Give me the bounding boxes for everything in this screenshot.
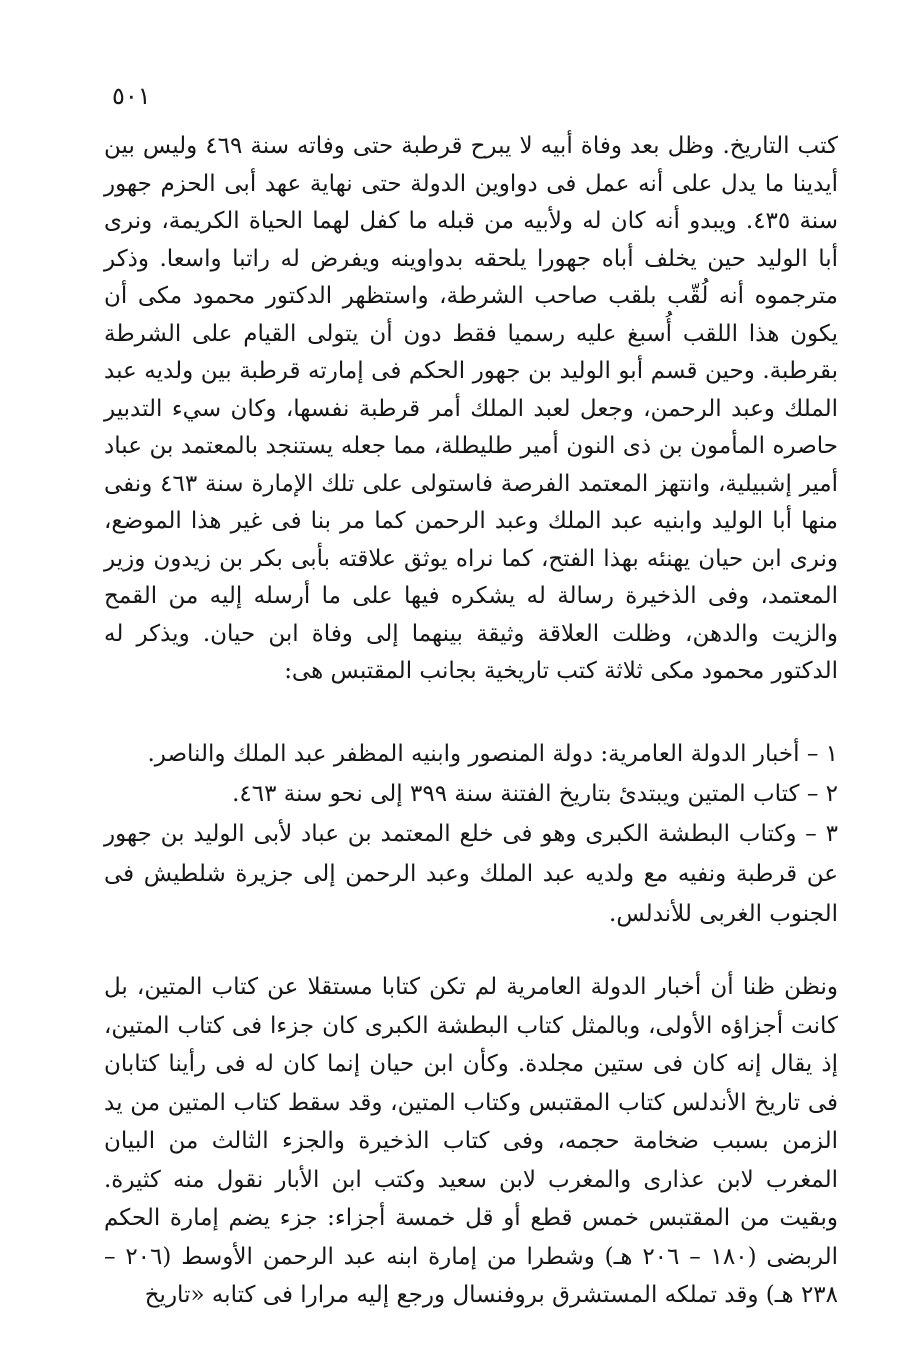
- list-item-2: ٢ – كتاب المتين ويبتدئ بتاريخ الفتنة سنة ٣٩٩ إلى نحو سنة ٤٦٣.: [232, 781, 838, 807]
- list-item-1: ١ – أخبار الدولة العامرية: دولة المنصور وابنيه المظفر عبد الملك والناصر.: [147, 741, 838, 767]
- paragraph-1: كتب التاريخ. وظل بعد وفاة أبيه لا يبرح قرطبة حتى وفاته سنة ٤٦٩ وليس بين أيدينا ما يدل على أنه عمل فى دواوين الدولة حتى نهاية عهد أبى الحزم جهور سنة ٤٣٥. ويبدو أنه كان له ولأبيه من قبله ما كفل لهما الحياة الكريمة، ونرى أبا الوليد حين يخلف أباه جهورا يلحقه بدواوينه ويفرض له راتبا واسعا. وذكر مترجموه أنه لُقّب بلقب صاحب الشرطة، واستظهر الدكتور محمود مكى أن يكون هذا اللقب أُسبغ عليه رسميا فقط دون أن يتولى القيام على الشرطة بقرطبة. وحين قسم أبو الوليد بن جهور الحكم فى إمارته قرطبة بين ولديه عبد الملك وعبد الرحمن، وجعل لعبد الملك أمر قرطبة نفسها، وكان سيء التدبير حاصره المأمون بن ذى النون أمير طليطلة، مما جعله يستنجد بالمعتمد بن عباد أمير إشبيلية، وانتهز المعتمد الفرصة فاستولى على تلك الإمارة سنة ٤٦٣ ونفى منها أبا الوليد وابنيه عبد الملك وعبد الرحمن كما مر بنا فى غير هذا الموضع، ونرى ابن حيان يهنئه بهذا الفتح، كما نراه يوثق علاقته بأبى بكر بن زيدون وزير المعتمد، وفى الذخيرة رسالة له يشكره فيها على ما أرسله إليه من القمح والزيت والدهن، وظلت العلاقة وثيقة بينهما إلى وفاة ابن حيان. ويذكر له الدكتور محمود مكى ثلاثة كتب تاريخية بجانب المقتبس هى:: [104, 133, 838, 684]
- book-list: [104, 734, 838, 934]
- list-item-3: ٣ – وكتاب البطشة الكبرى وهو فى خلع المعتمد بن عباد لأبى الوليد بن جهور عن قرطبة ونفيه مع ولديه عبد الملك وعبد الرحمن إلى جزيرة شلطيش فى الجنوب الغربى للأندلس.: [104, 821, 838, 927]
- page-number: ٥٠١: [112, 82, 151, 110]
- paragraph-2: ونظن ظنا أن أخبار الدولة العامرية لم تكن كتابا مستقلا عن كتاب المتين، بل كانت أجزاؤه الأولى، وبالمثل كتاب البطشة الكبرى كان جزءا فى كتاب المتين، إذ يقال إنه كان فى ستين مجلدة. وكأن ابن حيان إنما كان له فى رأينا كتابان فى تاريخ الأندلس كتاب المقتبس وكتاب المتين، وقد سقط كتاب المتين من يد الزمن بسبب ضخامة حجمه، وفى كتاب الذخيرة والجزء الثالث من البيان المغرب لابن عذارى والمغرب لابن سعيد وكتب ابن الأبار نقول منه كثيرة. وبقيت من المقتبس خمس قطع أو قل خمسة أجزاء: جزء يضم إمارة الحكم الربضى (١٨٠ – ٢٠٦ هـ) وشطرا من إمارة ابنه عبد الرحمن الأوسط (٢٠٦ – ٢٣٨ هـ) وقد تملكه المستشرق بروفنسال ورجع إليه مرارا فى كتابه «تاريخ: [104, 974, 838, 1308]
